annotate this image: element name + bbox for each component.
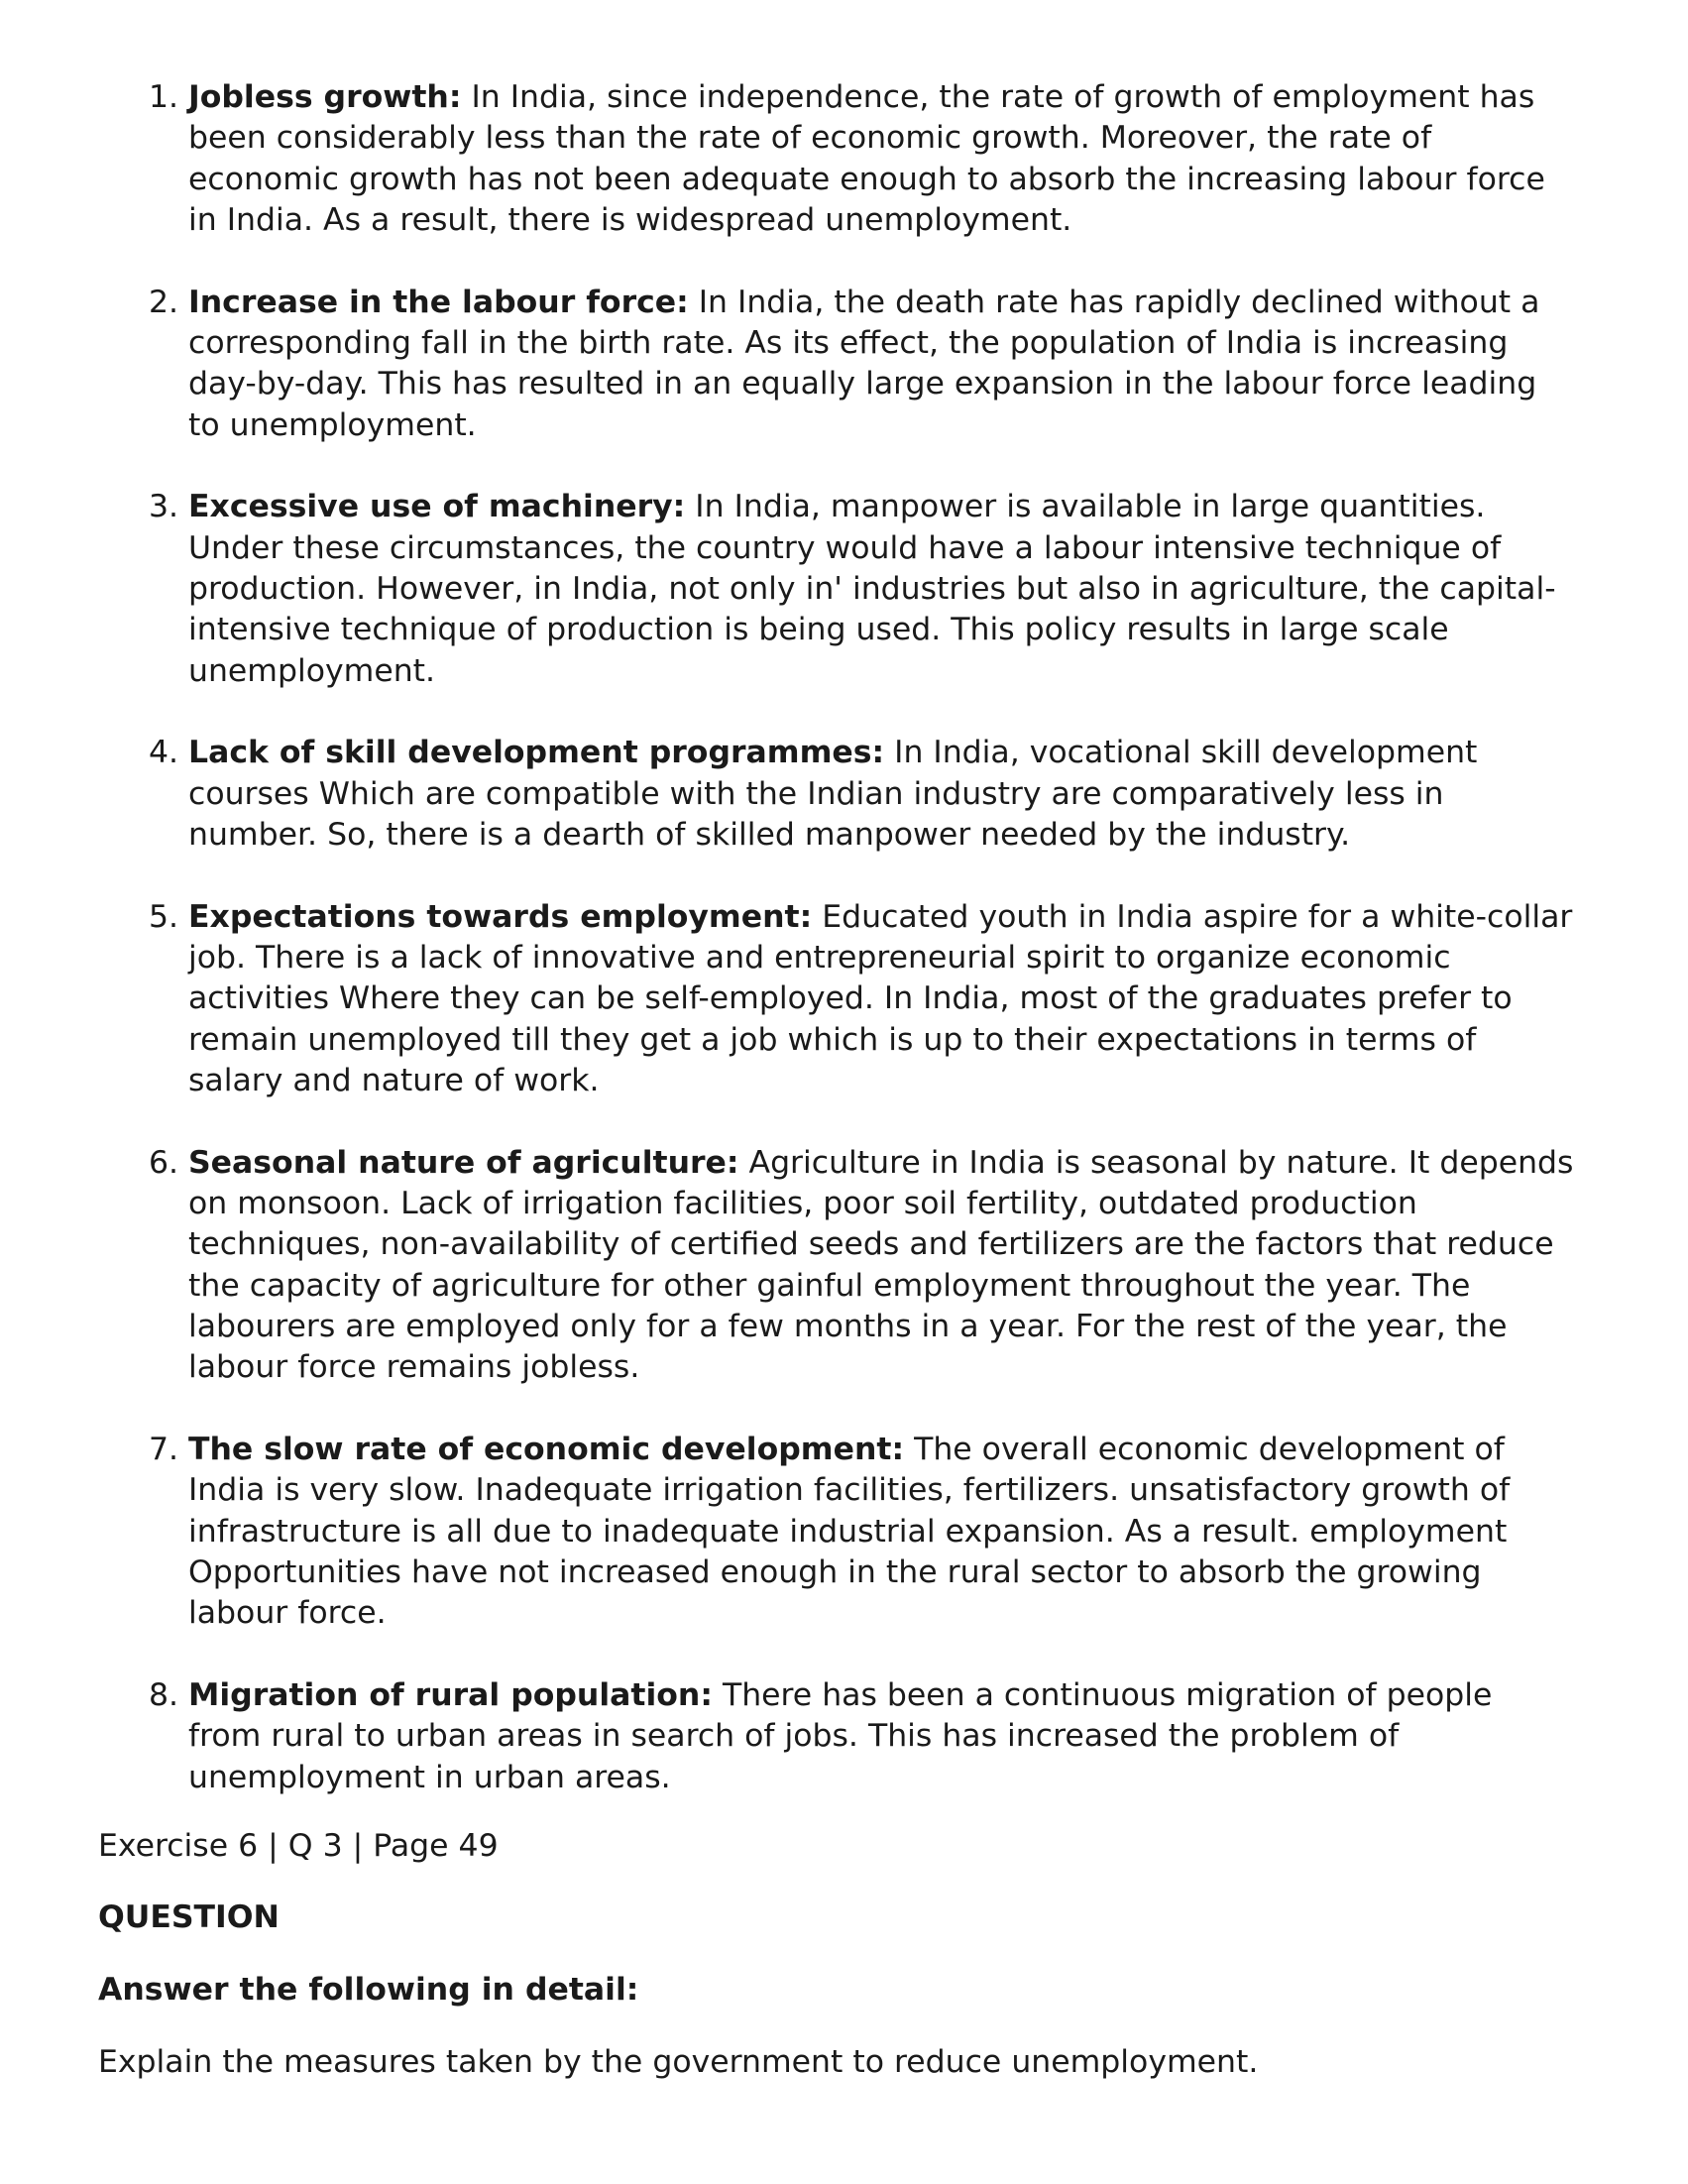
list-item: [147, 897, 1574, 1101]
item-text: In India, vocational skill development courses Which are compatible with the Indian industry are comparatively less in number. So, there is a dearth of skilled manpower needed by the industry.: [188, 735, 1478, 853]
item-number: 3 .: [147, 487, 184, 527]
list-item: [147, 1430, 1574, 1634]
list-item: [147, 487, 1574, 691]
item-title: Seasonal nature of agriculture:: [188, 1144, 739, 1181]
item-text: Agriculture in India is seasonal by nature. It depends on monsoon. Lack of irrigation facilities, poor soil fertility, outdated production techniques, non-availability of certified seeds and fertilizers are the factors that reduce the capacity of agriculture for other gainful employment throughout the year. The labourers are employed only for a few months in a year. For the rest of the year, the labour force remains jobless.: [188, 1144, 1574, 1386]
item-number: 7 .: [147, 1430, 184, 1470]
item-title: The slow rate of economic development:: [188, 1432, 905, 1468]
question-instruction: Answer the following in detail:: [98, 1972, 639, 2008]
item-number: 6 .: [147, 1143, 184, 1184]
item-number: 8 .: [147, 1675, 184, 1716]
list-item: [147, 1675, 1574, 1798]
question-text: Explain the measures taken by the government to reduce unemployment.: [98, 2044, 1259, 2080]
item-title: Excessive use of machinery:: [188, 489, 686, 525]
item-number: 2 .: [147, 283, 184, 323]
item-text: In India, since independence, the rate of growth of employment has been considerably less than the rate of economic growth. Moreover, the rate of economic growth has not been adequate enough to absorb the increasing labour force in India. As a result, there is widespread unemployment.: [188, 79, 1545, 238]
item-number: 4 .: [147, 733, 184, 773]
item-text: There has been a continuous migration of people from rural to urban areas in search of jobs. This has increased the problem of unemployment in urban areas.: [188, 1677, 1493, 1795]
exercise-reference: Exercise 6 | Q 3 | Page 49: [98, 1828, 499, 1864]
item-text: The overall economic development of India is very slow. Inadequate irrigation facilities, fertilizers. unsatisfactory growth of infrastructure is all due to inadequate industrial expansion. As a result. employment Opportunities have not increased enough in the rural sector to absorb the growing labour force.: [188, 1432, 1511, 1632]
item-title: Jobless growth:: [188, 79, 462, 115]
item-title: Lack of skill development programmes:: [188, 735, 885, 771]
item-text: In India, the death rate has rapidly declined without a corresponding fall in the birth rate. As its effect, the population of India is increasing day-by-day. This has resulted in an equally large expansion in the labour force leading to unemployment.: [188, 284, 1540, 443]
list-item: [147, 283, 1574, 446]
item-title: Migration of rural population:: [188, 1677, 713, 1713]
question-label: QUESTION: [98, 1899, 280, 1935]
item-title: Increase in the labour force:: [188, 284, 689, 320]
item-text: In India, manpower is available in large quantities. Under these circumstances, the country would have a labour intensive technique of production. However, in India, not only in' industries but also in agriculture, the capital-intensive technique of production is being used. This policy results in large scale unemployment.: [188, 489, 1556, 689]
causes-list: [147, 77, 1574, 1839]
list-item: [147, 77, 1574, 241]
item-text: Educated youth in India aspire for a white-collar job. There is a lack of innovative and entrepreneurial spirit to organize economic activities Where they can be self-employed. In India, most of the graduates prefer to remain unemployed till they get a job which is up to their expectations in terms of salary and nature of work.: [188, 898, 1573, 1098]
item-title: Expectations towards employment:: [188, 898, 813, 935]
item-number: 5 .: [147, 897, 184, 938]
item-number: 1 .: [147, 77, 184, 118]
list-item: [147, 733, 1574, 856]
list-item: [147, 1143, 1574, 1389]
